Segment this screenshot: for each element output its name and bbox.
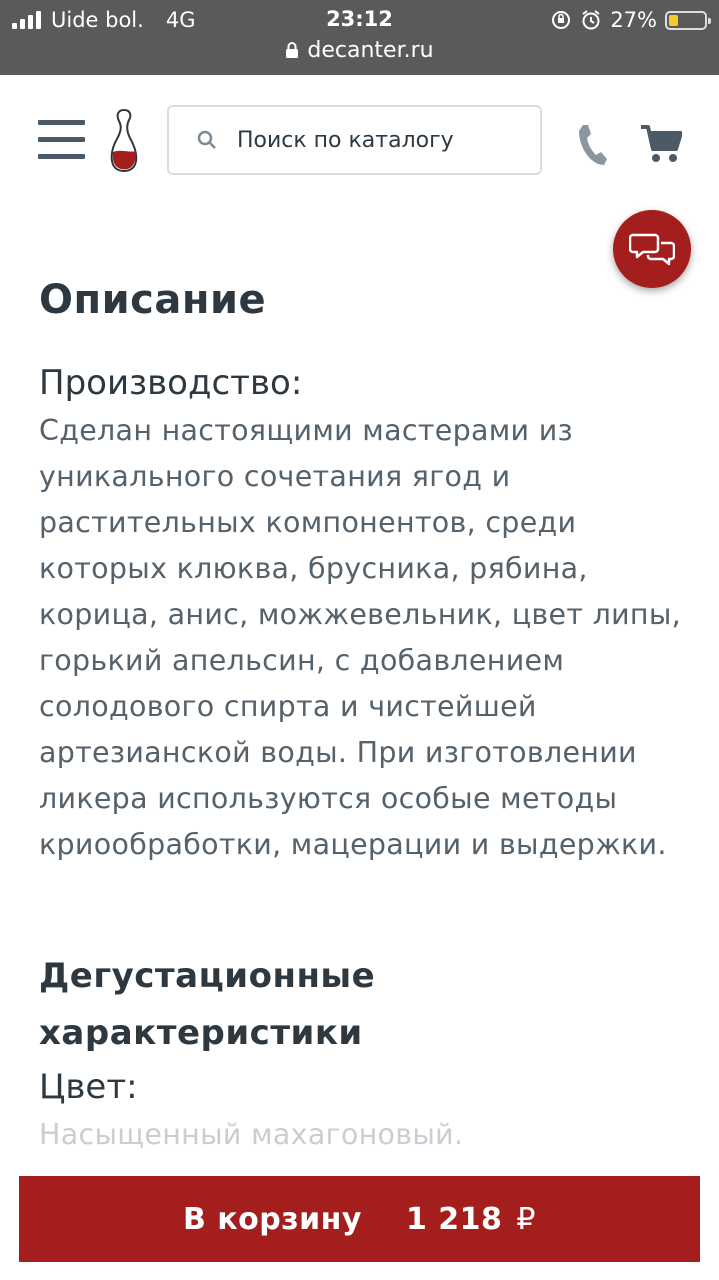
clock: 23:12 [326, 7, 393, 31]
description-heading: Описание [39, 277, 267, 323]
battery-icon [665, 11, 707, 30]
menu-button[interactable] [38, 120, 85, 160]
search-icon [197, 130, 217, 150]
phone-icon[interactable] [576, 123, 608, 167]
search-placeholder: Поиск по каталогу [237, 127, 454, 153]
decanter-logo-icon[interactable] [104, 107, 144, 173]
url-bar[interactable] [0, 38, 719, 63]
color-text: Насыщенный махагоновый. [39, 1118, 464, 1151]
production-text: Сделан настоящими мастерами из уникального сочетания ягод и растительных компонентов, среди которых клюква, брусника, рябина, корица, анис, можжевельник, цвет липы, горький апельсин, с добавлением солодового спирта и чистейшей артезианской воды. При изготовлении ликера используются особые методы криообработки, мацерации и выдержки. [39, 414, 682, 861]
product-description [39, 270, 699, 1158]
lock-icon [285, 41, 299, 59]
site-header [0, 75, 719, 205]
add-to-cart-button[interactable] [19, 1176, 700, 1262]
network-label: 4G [165, 8, 196, 32]
cart-icon[interactable] [640, 123, 682, 165]
rotation-lock-icon [550, 9, 572, 31]
tasting-heading: Дегустационные характеристики [39, 956, 376, 1053]
price-value: 1 218 [405, 1201, 503, 1237]
currency-symbol: ₽ [516, 1201, 537, 1237]
add-to-cart-label: В корзину [182, 1201, 362, 1237]
chat-bubbles-icon [629, 231, 675, 267]
battery-percent: 27% [610, 8, 657, 32]
production-label: Производство: [39, 363, 303, 403]
search-field[interactable] [167, 105, 542, 175]
status-right [550, 7, 707, 33]
alarm-icon [580, 9, 602, 31]
status-bar [0, 0, 719, 75]
carrier-label: Uide bol. [51, 8, 144, 32]
url-domain: decanter.ru [307, 38, 434, 63]
color-label: Цвет: [39, 1067, 138, 1107]
